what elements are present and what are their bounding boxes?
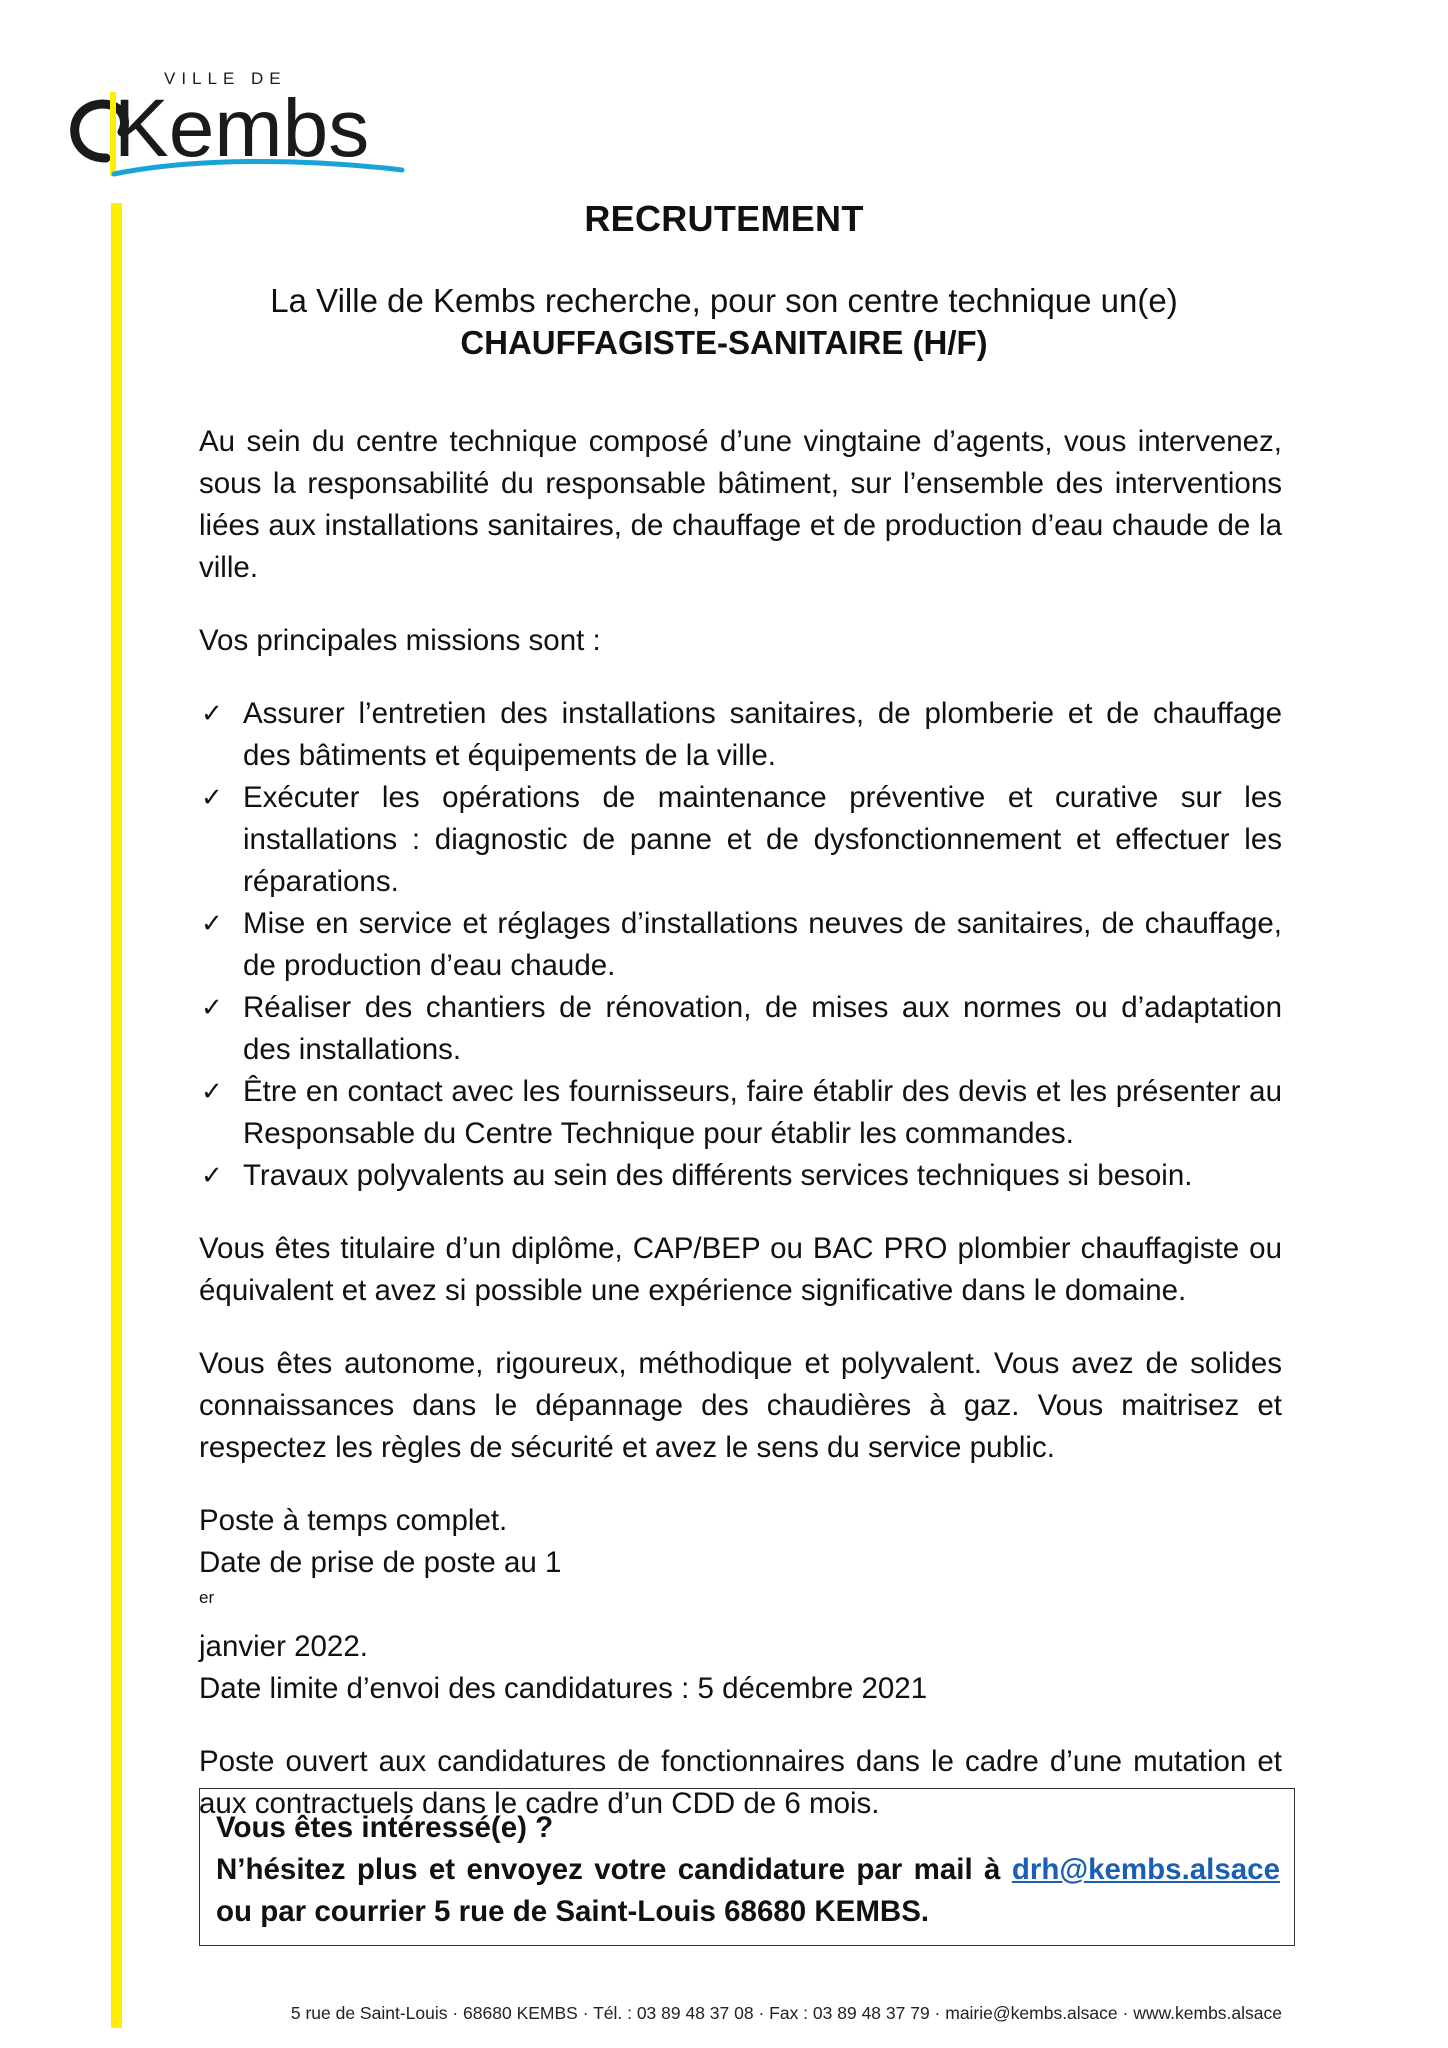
intro (0, 280, 1448, 364)
missions-intro: Vos principales missions sont : (199, 624, 601, 657)
contact-box (199, 1788, 1295, 1946)
mission-text: Exécuter les opérations de maintenance préventive et curative sur les installations : diagnostic de panne et de dysfonctionnement et effectuer les réparations. (243, 781, 1282, 898)
mission-text: Assurer l’entretien des installations sanitaires, de plomberie et de chauffage des bâtiments et équipements de la ville. (243, 697, 1282, 772)
start-date-suffix: janvier 2022. (199, 1630, 368, 1663)
start-date-line (199, 1542, 1282, 1668)
checkmark-icon: ✓ (201, 1077, 223, 1107)
list-item (199, 1155, 1282, 1197)
start-date-prefix: Date de prise de poste au 1 (199, 1546, 562, 1579)
diploma-paragraph: Vous êtes titulaire d’un diplôme, CAP/BEP ou BAC PRO plombier chauffagiste ou équivalent et avez si possible une expérience significative dans le domaine. (199, 1232, 1282, 1307)
profile-paragraph: Vous êtes autonome, rigoureux, méthodique et polyvalent. Vous avez de solides connaissances dans le dépannage des chaudières à gaz. Vous maitrisez et respectez les règles de sécurité et avez le sens du service public. (199, 1347, 1282, 1464)
logo-name: Kembs (114, 83, 370, 174)
contact-email-prefix: N’hésitez plus et envoyez votre candidature par mail à (216, 1853, 1001, 1886)
eligibility-paragraph: Poste ouvert aux candidatures de fonctionnaires dans le cadre d’une mutation et aux contractuels dans le cadre d’un CDD de 6 mois. (199, 1745, 1282, 1820)
intro-line: La Ville de Kembs recherche, pour son centre technique un(e) (270, 282, 1178, 319)
deadline-line: Date limite d’envoi des candidatures : 5 décembre 2021 (199, 1672, 928, 1705)
logo-prefix: VILLE DE (164, 69, 287, 88)
checkmark-icon: ✓ (201, 699, 223, 729)
checkmark-icon: ✓ (201, 1161, 223, 1191)
job-title: CHAUFFAGISTE-SANITAIRE (H/F) (460, 324, 988, 361)
list-item (199, 1071, 1282, 1155)
contact-line-email (216, 1849, 1280, 1891)
checkmark-icon: ✓ (201, 783, 223, 813)
start-date-sup: er (199, 1588, 215, 1608)
email-link[interactable]: drh@kembs.alsace (1011, 1853, 1280, 1886)
mission-text: Travaux polyvalents au sein des différents services techniques si besoin. (243, 1159, 1193, 1192)
mission-text: Réaliser des chantiers de rénovation, de mises aux normes ou d’adaptation des installations. (243, 991, 1282, 1066)
list-item (199, 987, 1282, 1071)
position-details (199, 1500, 1282, 1710)
list-item (199, 693, 1282, 777)
full-time-line: Poste à temps complet. (199, 1504, 508, 1537)
missions-list (199, 693, 1282, 1197)
checkmark-icon: ✓ (201, 909, 223, 939)
kembs-logo (62, 62, 407, 182)
contact-postal-line: ou par courrier 5 rue de Saint-Louis 68680 KEMBS. (216, 1895, 930, 1928)
yellow-side-bar (111, 203, 122, 2028)
list-item (199, 903, 1282, 987)
mission-text: Mise en service et réglages d’installations neuves de sanitaires, de chauffage, de production d’eau chaude. (243, 907, 1282, 982)
mission-text: Être en contact avec les fournisseurs, faire établir des devis et les présenter au Responsable du Centre Technique pour établir les commandes. (243, 1075, 1282, 1150)
context-paragraph: Au sein du centre technique composé d’une vingtaine d’agents, vous intervenez, sous la responsabilité du responsable bâtiment, sur l’ensemble des interventions liées aux installations sanitaires, de chauffage et de production d’eau chaude de la ville. (199, 425, 1282, 584)
list-item (199, 777, 1282, 903)
main-content (199, 421, 1282, 1856)
contact-question: Vous êtes intéressé(e) ? (216, 1811, 554, 1844)
checkmark-icon: ✓ (201, 993, 223, 1023)
page-title: RECRUTEMENT (584, 198, 864, 239)
page-footer: 5 rue de Saint-Louis · 68680 KEMBS · Tél. : 03 89 48 37 08 · Fax : 03 89 48 37 79 · mairie@kembs.alsace · www.kembs.alsace (290, 2003, 1282, 2023)
